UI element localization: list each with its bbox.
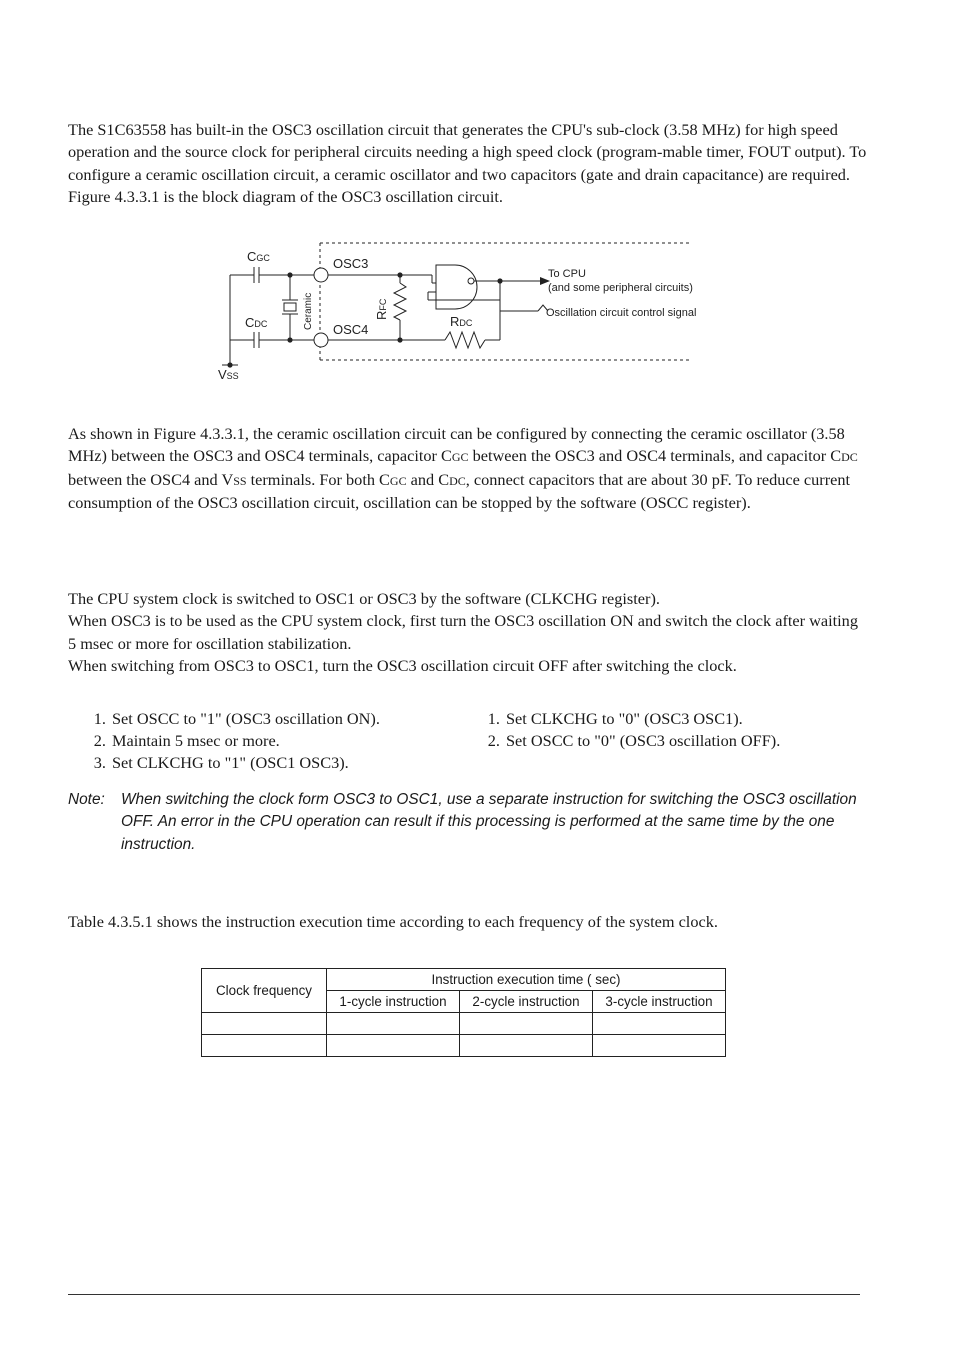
table-header-clock: Clock frequency bbox=[202, 969, 327, 1013]
intro-paragraph bbox=[68, 119, 868, 209]
nand-bubble bbox=[468, 278, 474, 284]
table-header-3cycle: 3-cycle instruction bbox=[593, 991, 726, 1013]
cgc-label: CGC bbox=[247, 249, 270, 264]
junction-dot bbox=[287, 272, 292, 277]
execution-time-table bbox=[201, 968, 726, 1057]
list-item: 2. Set OSCC to "0" (OSC3 oscillation OFF). bbox=[487, 731, 781, 750]
cdc-label: CDC bbox=[245, 315, 268, 330]
steps-osc3-to-osc1 bbox=[474, 708, 780, 752]
rfc-resistor bbox=[394, 283, 406, 320]
to-cpu-sub-label: (and some peripheral circuits) bbox=[548, 282, 693, 294]
ceramic-resonator bbox=[284, 303, 296, 311]
list-item: 2. Maintain 5 msec or more. bbox=[93, 731, 280, 750]
rdc-resistor bbox=[445, 332, 485, 348]
junction-dot bbox=[397, 337, 402, 342]
table-row bbox=[202, 1035, 726, 1057]
footer-rule bbox=[68, 1294, 860, 1295]
switching-line-1: The CPU system clock is switched to OSC1 or OSC3 by the software (CLKCHG register). bbox=[68, 589, 660, 608]
switching-paragraph bbox=[68, 588, 868, 678]
ceramic-label: Ceramic bbox=[303, 292, 314, 330]
switching-line-3: When switching from OSC3 to OSC1, turn the OSC3 oscillation circuit OFF after switching the clock. bbox=[68, 656, 737, 676]
osc3-label: OSC3 bbox=[333, 256, 369, 271]
junction-dot bbox=[397, 272, 402, 277]
osc4-label: OSC4 bbox=[333, 322, 369, 337]
control-signal-label: Oscillation circuit control signal bbox=[546, 307, 697, 319]
table-header-2cycle: 2-cycle instruction bbox=[460, 991, 593, 1013]
intro-text: The S1C63558 has built-in the OSC3 oscillation circuit that generates the CPU's sub-clock (3.58 MHz) for high speed operation and the source clock for peripheral circuits needing a high speed clock (program-mable timer, FOUT output). To configure a ceramic oscillation circuit, a ceramic oscillator and two capacitors (gate and drain capacitance) are required. Figure 4.3.3.1 is the block diagram of the OSC3 oscillation circuit. bbox=[68, 120, 867, 207]
table-row bbox=[202, 1013, 726, 1035]
ceramic-paragraph: As shown in Figure 4.3.3.1, the ceramic oscillation circuit can be configured by connecting the ceramic oscillator (3.58 MHz) between the OSC3 and OSC4 terminals, capacitor CGC between the OSC3 and OSC4 terminals, and capacitor CDC between the OSC4 and VSS terminals. For both CGC and CDC, connect capacitors that are about 30 pF. To reduce current consumption of the OSC3 oscillation circuit, oscillation can be stopped by the software (OSCC register). bbox=[68, 424, 858, 513]
osc3-circuit-diagram bbox=[210, 238, 730, 388]
osc4-pad bbox=[314, 333, 328, 347]
rfc-label: RFC bbox=[374, 298, 389, 320]
rdc-label: RDC bbox=[450, 314, 473, 329]
note-text: When switching the clock form OSC3 to OSC1, use a separate instruction for switching the OSC3 oscillation OFF. An error in the CPU operation can result if this processing is performed at the same time by the one instruction. bbox=[121, 791, 857, 853]
table-intro: Table 4.3.5.1 shows the instruction execution time according to each frequency of the system clock. bbox=[68, 912, 718, 931]
table-header-group: Instruction execution time ( sec) bbox=[327, 969, 726, 991]
list-item: 1. Set CLKCHG to "0" (OSC3 OSC1). bbox=[487, 709, 743, 728]
vss-label: VSS bbox=[218, 367, 239, 382]
to-cpu-label: To CPU bbox=[548, 268, 586, 280]
osc3-pad bbox=[314, 268, 328, 282]
table-header-1cycle: 1-cycle instruction bbox=[327, 991, 460, 1013]
list-item: 3. Set CLKCHG to "1" (OSC1 OSC3). bbox=[93, 753, 349, 772]
steps-osc1-to-osc3 bbox=[80, 708, 380, 774]
junction-dot bbox=[497, 278, 502, 283]
junction-dot bbox=[287, 337, 292, 342]
note-block bbox=[68, 789, 868, 856]
switching-line-2: When OSC3 is to be used as the CPU system clock, first turn the OSC3 oscillation ON and switch the clock after waiting 5 msec or more for oscillation stabilization. bbox=[68, 611, 858, 653]
list-item: 1. Set OSCC to "1" (OSC3 oscillation ON). bbox=[93, 709, 380, 728]
note-label: Note: bbox=[68, 791, 105, 808]
junction-dot bbox=[227, 362, 232, 367]
nand-gate bbox=[436, 265, 477, 309]
